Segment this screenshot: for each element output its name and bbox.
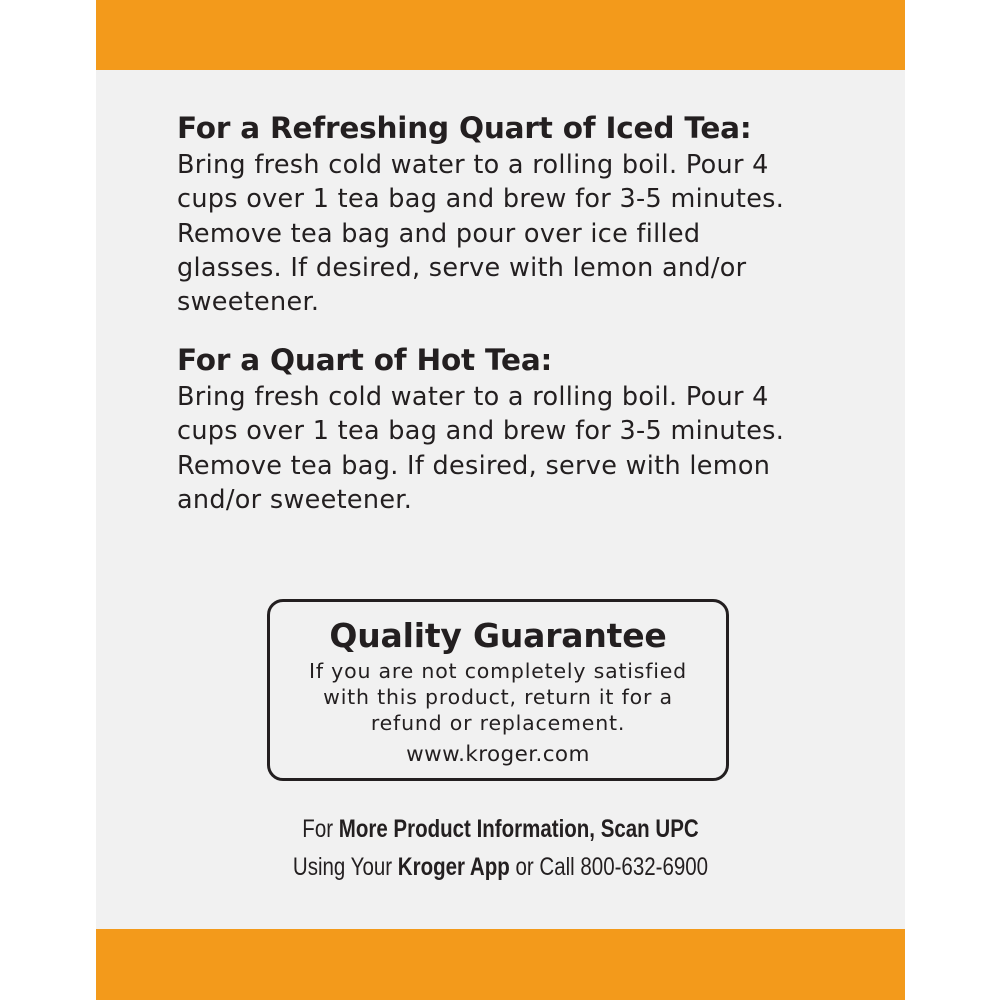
orange-band-top xyxy=(96,0,905,70)
hot-tea-heading: For a Quart of Hot Tea: xyxy=(177,343,553,377)
hot-tea-line: and/or sweetener. xyxy=(177,484,413,515)
guarantee-line: refund or replacement. xyxy=(370,711,626,735)
package-back-panel xyxy=(96,0,905,1000)
hot-tea-line: Remove tea bag. If desired, serve with lemon xyxy=(177,450,771,481)
upc-scan-info xyxy=(96,810,905,886)
upc-info-bold: More Product Information, Scan UPC xyxy=(338,815,699,843)
quality-guarantee-text xyxy=(270,658,726,736)
hot-tea-line: cups over 1 tea bag and brew for 3-5 minutes. xyxy=(177,416,785,447)
hot-tea-instructions xyxy=(177,340,877,517)
orange-band-bottom xyxy=(96,929,905,1000)
quality-guarantee-title: Quality Guarantee xyxy=(329,616,667,655)
iced-tea-line: sweetener. xyxy=(177,287,320,318)
upc-info-prefix: For xyxy=(302,815,339,843)
iced-tea-text xyxy=(177,148,877,319)
upc-info-line-2 xyxy=(169,848,832,886)
upc-info-line-1 xyxy=(169,810,832,848)
hot-tea-line: Bring fresh cold water to a rolling boil. Pour 4 xyxy=(177,382,769,412)
iced-tea-line: Bring fresh cold water to a rolling boil. Pour 4 xyxy=(177,150,769,180)
quality-guarantee-box xyxy=(267,599,729,781)
kroger-website-url: www.kroger.com xyxy=(406,742,590,767)
guarantee-line: If you are not completely satisfied xyxy=(308,659,687,683)
phone-number-text: or Call 800-632-6900 xyxy=(509,853,709,881)
iced-tea-line: Remove tea bag and pour over ice filled xyxy=(177,218,701,249)
kroger-app-name: Kroger App xyxy=(397,853,510,881)
iced-tea-heading: For a Refreshing Quart of Iced Tea: xyxy=(177,111,752,145)
iced-tea-line: cups over 1 tea bag and brew for 3-5 minutes. xyxy=(177,184,785,215)
iced-tea-instructions xyxy=(177,108,877,319)
hot-tea-text xyxy=(177,380,877,517)
iced-tea-line: glasses. If desired, serve with lemon and/or xyxy=(177,252,747,283)
guarantee-line: with this product, return it for a xyxy=(323,685,673,709)
app-info-prefix: Using Your xyxy=(292,853,398,881)
